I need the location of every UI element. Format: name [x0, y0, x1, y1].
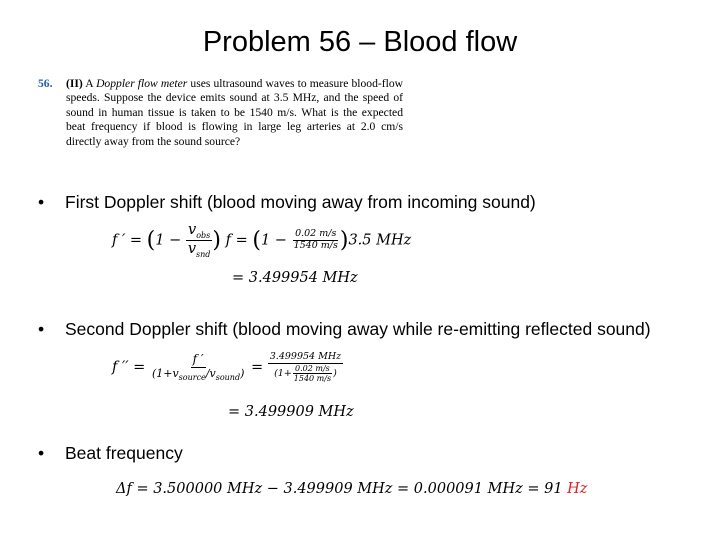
math-text: (1+v — [151, 366, 179, 380]
math-text: 3.499954 MHz — [269, 351, 342, 362]
math-text: source — [178, 373, 206, 383]
math-text: 1 − — [260, 232, 287, 249]
problem-text-b: uses ultrasound waves to measure blood-flow speeds. Suppose the device emits sound at 3.5 MHz, and the speed of sound in human tissue is taken to be 1540 m/s. What is the expected beat frequency if blood is flowing in large leg arteries at 2.0 cm/s directly away from the sound source? — [66, 77, 403, 148]
fraction-speeds — [292, 229, 340, 252]
math-text: 1540 m/s — [293, 240, 338, 252]
bullet-dot: • — [38, 192, 45, 212]
bullet-text: Beat frequency — [65, 443, 183, 463]
math-text: 1540 m/s — [293, 374, 332, 384]
equation-second-shift — [112, 352, 343, 383]
math-text: snd — [196, 249, 211, 259]
fraction-source-sound — [150, 353, 246, 382]
problem-term: Doppler flow meter — [96, 77, 188, 90]
bullet-beat-frequency — [38, 443, 183, 464]
math-text: obs — [196, 230, 211, 240]
math-text: f ′′ = — [112, 359, 146, 376]
problem-level: (II) — [66, 77, 83, 90]
bullet-first-shift — [38, 192, 536, 213]
bullet-dot: • — [38, 443, 45, 463]
fraction-vobs-vsnd — [186, 222, 213, 259]
math-text: 0.02 m/s — [295, 363, 330, 373]
math-text: Δf = 3.500000 MHz − 3.499909 MHz = 0.000091 MHz = 91 — [116, 481, 568, 497]
unit-hz: Hz — [567, 481, 588, 497]
problem-text-a: A — [85, 77, 93, 90]
problem-statement — [38, 77, 403, 149]
slide-title: Problem 56 – Blood flow — [202, 26, 518, 58]
math-text: f ′ = — [112, 232, 143, 249]
math-text: 1 − — [155, 232, 182, 249]
problem-number: 56. — [38, 77, 53, 90]
bullet-text: First Doppler shift (blood moving away from incoming sound) — [65, 192, 536, 212]
equation-first-shift: f ′ = (1 − $\frac{v_{obs}}{v_{snd}}$ ) f = (1 − $\frac{0.02 m/s}{1540 m/s}$ )3.5 MHz — [112, 222, 412, 259]
math-text: 0.02 m/s — [295, 228, 337, 240]
math-text: v — [187, 241, 197, 258]
math-text: sound — [215, 373, 241, 383]
result-first-shift: = 3.499954 MHz — [232, 270, 358, 286]
math-text: ) — [333, 368, 337, 380]
math-text: = — [250, 359, 264, 376]
bullet-second-shift — [38, 319, 651, 340]
equation-beat-frequency — [116, 481, 587, 497]
math-text: f ′ — [192, 352, 204, 367]
math-text: f = — [225, 232, 248, 249]
math-text: /v — [205, 366, 216, 380]
bullet-text: Second Doppler shift (blood moving away while re-emitting reflected sound) — [65, 319, 651, 339]
math-text: (1+ — [274, 368, 292, 380]
math-text: v — [188, 222, 197, 238]
result-second-shift: = 3.499909 MHz — [228, 404, 354, 420]
bullet-dot: • — [38, 319, 45, 339]
math-text: 3.5 MHz — [348, 232, 412, 249]
math-text: ) — [240, 366, 245, 380]
fraction-frequency — [268, 352, 343, 383]
